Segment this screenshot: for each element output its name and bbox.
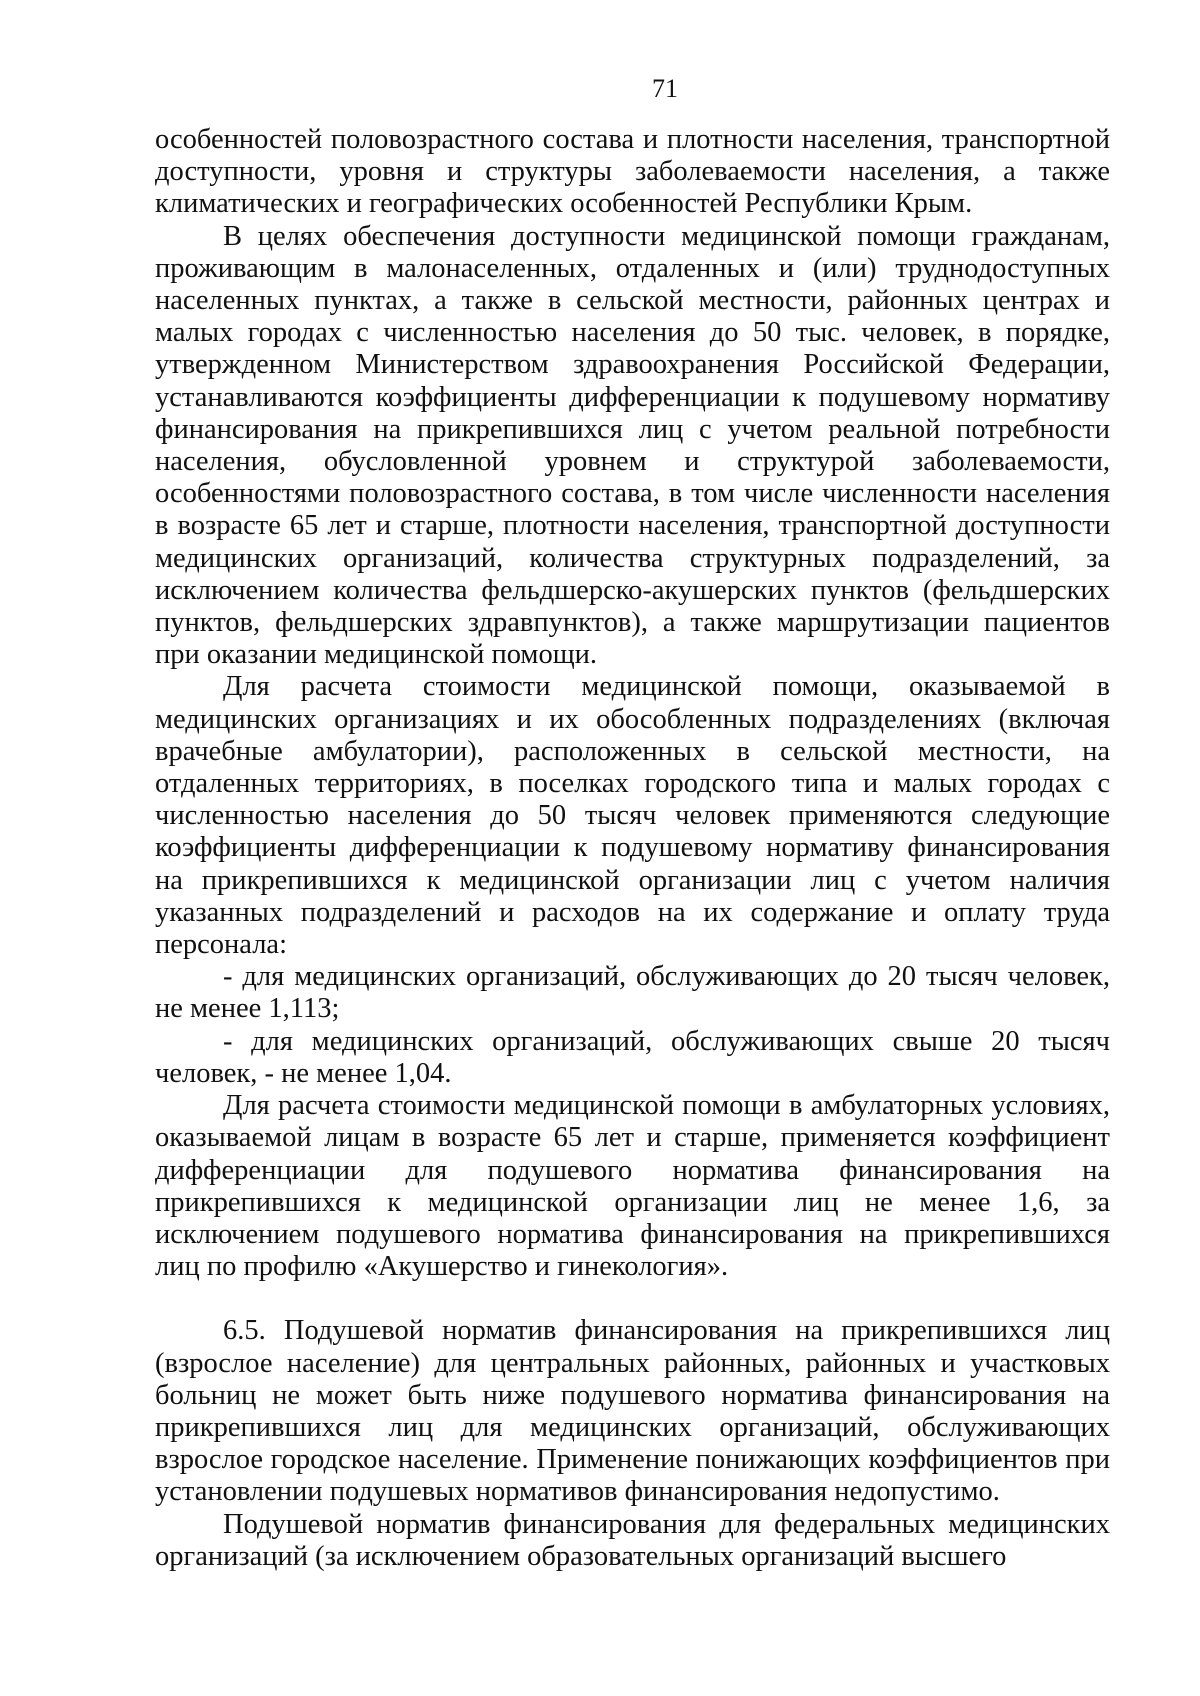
paragraph-section-6-5: 6.5. Подушевой норматив финансирования на прикрепившихся лиц (взрослое население) для центральных районных, районных и участковых больниц не может быть ниже подушевого норматива финансирования на прикрепившихся лиц для медицинских организаций, обслуживающих взрослое городское население. Применение понижающих коэффициентов при установлении подушевых нормативов финансирования недопустимо.: [155, 1315, 1110, 1508]
paragraph-accessibility-coefficients: В целях обеспечения доступности медицинской помощи гражданам, проживающим в малонаселенных, отдаленных и (или) труднодоступных населенных пунктах, а также в сельской местности, районных центрах и малых городах с численностью населения до 50 тыс. человек, в порядке, утвержденном Министерством здравоохранения Российской Федерации, устанавливаются коэффициенты дифференциации к подушевому нормативу финансирования на прикрепившихся лиц с учетом реальной потребности населения, обусловленной уровнем и структурой заболеваемости, особенностями половозрастного состава, в том числе численности населения в возрасте 65 лет и старше, плотности населения, транспортной доступности медицинских организаций, количества структурных подразделений, за исключением количества фельдшерско-акушерских пунктов (фельдшерских пунктов, фельдшерских здравпунктов), а также маршрутизации пациентов при оказании медицинской помощи.: [155, 220, 1110, 671]
list-item-over-20k: - для медицинских организаций, обслуживающих свыше 20 тысяч человек, - не менее 1,04.: [155, 1025, 1110, 1089]
paragraph-federal-organizations: Подушевой норматив финансирования для федеральных медицинских организаций (за исключением образовательных организаций высшего: [155, 1508, 1110, 1572]
paragraph-65-plus-coefficient: Для расчета стоимости медицинской помощи в амбулаторных условиях, оказываемой лицам в возрасте 65 лет и старше, применяется коэффициент дифференциации для подушевого норматива финансирования на прикрепившихся к медицинской организации лиц не менее 1,6, за исключением подушевого норматива финансирования на прикрепившихся лиц по профилю «Акушерство и гинекология».: [155, 1090, 1110, 1283]
page-number: 71: [652, 74, 678, 103]
document-body: [155, 124, 1110, 1573]
paragraph-rural-cost-calculation: Для расчета стоимости медицинской помощи, оказываемой в медицинских организациях и их обособленных подразделениях (включая врачебные амбулатории), расположенных в сельской местности, на отдаленных территориях, в поселках городского типа и малых городах с численностью населения до 50 тысяч человек применяются следующие коэффициенты дифференциации к подушевому нормативу финансирования на прикрепившихся к медицинской организации лиц с учетом наличия указанных подразделений и расходов на их содержание и оплату труда персонала:: [155, 671, 1110, 961]
list-item-up-to-20k: - для медицинских организаций, обслуживающих до 20 тысяч человек, не менее 1,113;: [155, 961, 1110, 1025]
paragraph-continuation: особенностей половозрастного состава и плотности населения, транспортной доступности, уровня и структуры заболеваемости населения, а также климатических и географических особенностей Республики Крым.: [155, 124, 1110, 220]
